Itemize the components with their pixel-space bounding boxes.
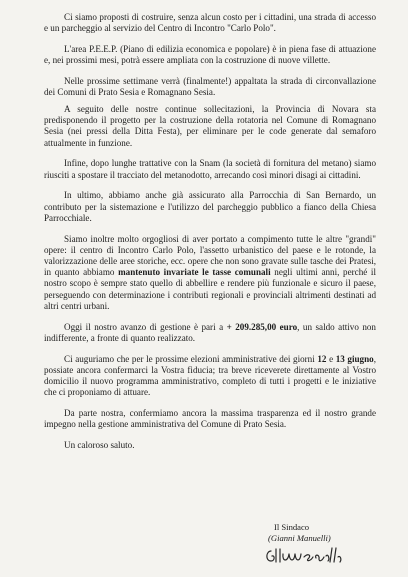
signer-role: Il Sindaco bbox=[274, 522, 310, 532]
paragraph-roundabout: A seguito delle nostre continue sollecitazioni, la Provincia di Novara sta predisponendo il progetto per la costruzione della rotatoria nel Comune di Romagnano Sesia (nei pressi della Ditta Festa), per eliminare per le code generate dal semaforo attualmente in funzione. bbox=[44, 103, 376, 148]
handwritten-signature bbox=[262, 545, 344, 567]
paragraph-transparency: Da parte nostra, confermiamo ancora la massima trasparenza ed il nostro grande impegno nella gestione amministrativa del Comune di Prato Sesia. bbox=[44, 407, 376, 430]
taxes-unchanged-highlight: mantenuto invariate le tasse comunali bbox=[118, 267, 271, 278]
paragraph-peep-area: L'area P.E.E.P. (Piano di edilizia economica e popolare) è in piena fase di attuazione e, nei prossimi mesi, potrà essere ampliata con la costruzione di nuove villette. bbox=[44, 44, 376, 66]
signature-block bbox=[268, 522, 368, 543]
surplus-amount: + 209.285,00 euro bbox=[226, 321, 298, 332]
election-day-1: 12 bbox=[317, 353, 327, 364]
letter-body bbox=[44, 12, 376, 461]
paragraph-greeting: Un caloroso saluto. bbox=[64, 439, 135, 450]
paragraph-snam-pipeline: Infine, dopo lunghe trattative con la Snam (la società di fornitura del metano) siamo riusciti a spostare il tracciato del metanodotto, arrecando così minori disagi ai cittadini. bbox=[44, 158, 376, 180]
paragraph-elections: Ci auguriamo che per le prossime elezioni amministrative dei giorni 12 e 13 giugno, possiate ancora confermarci la Vostra fiducia; tra breve riceverete direttamente al Vostro domicilio il nuovo programma amministrativo, completo di tutti i progetti e le iniziative che ci proponiamo di attuare. bbox=[44, 353, 376, 398]
paragraph-access-road: Ci siamo proposti di costruire, senza alcun costo per i cittadini, una strada di accesso e un parcheggio al servizio del Centro di Incontro "Carlo Polo". bbox=[44, 12, 376, 34]
paragraph-ring-road: Nelle prossime settimane verrà (finalmente!) appaltata la strada di circonvallazione dei Comuni di Prato Sesia e Romagnano Sesia. bbox=[44, 76, 376, 98]
election-day-2: 13 giugno bbox=[335, 353, 374, 364]
signer-name: (Gianni Manuelli) bbox=[268, 532, 331, 543]
paragraph-major-works: Siamo inoltre molto orgogliosi di aver portato a compimento tutte le altre "grandi" opere: il centro di Incontro Carlo Polo, l'assetto urbanistico del paese e le rotonde, la valorizzazione delle aree storiche, ecc. opere che non sono gravate sulle tasche dei Pratesi, in quanto abbiamo mantenuto invariate le tasse comunali negli ultimi anni, perché il nostro scopo è sempre stato quello di abbellire e rendere più funzionale e sicuro il paese, perseguendo con determinazione i contributi regionali e provinciali altrimenti destinati ad altri centri urbani. bbox=[44, 233, 376, 311]
paragraph-parish-parking: In ultimo, abbiamo anche già assicurato alla Parrocchia di San Bernardo, un contributo per la sistemazione e l'utilizzo del parcheggio pubblico a fianco della Chiesa Parrocchiale. bbox=[44, 190, 376, 223]
paragraph-budget-surplus: Oggi il nostro avanzo di gestione è pari a + 209.285,00 euro, un saldo attivo non indifferente, a fronte di quanto realizzato. bbox=[44, 321, 376, 343]
